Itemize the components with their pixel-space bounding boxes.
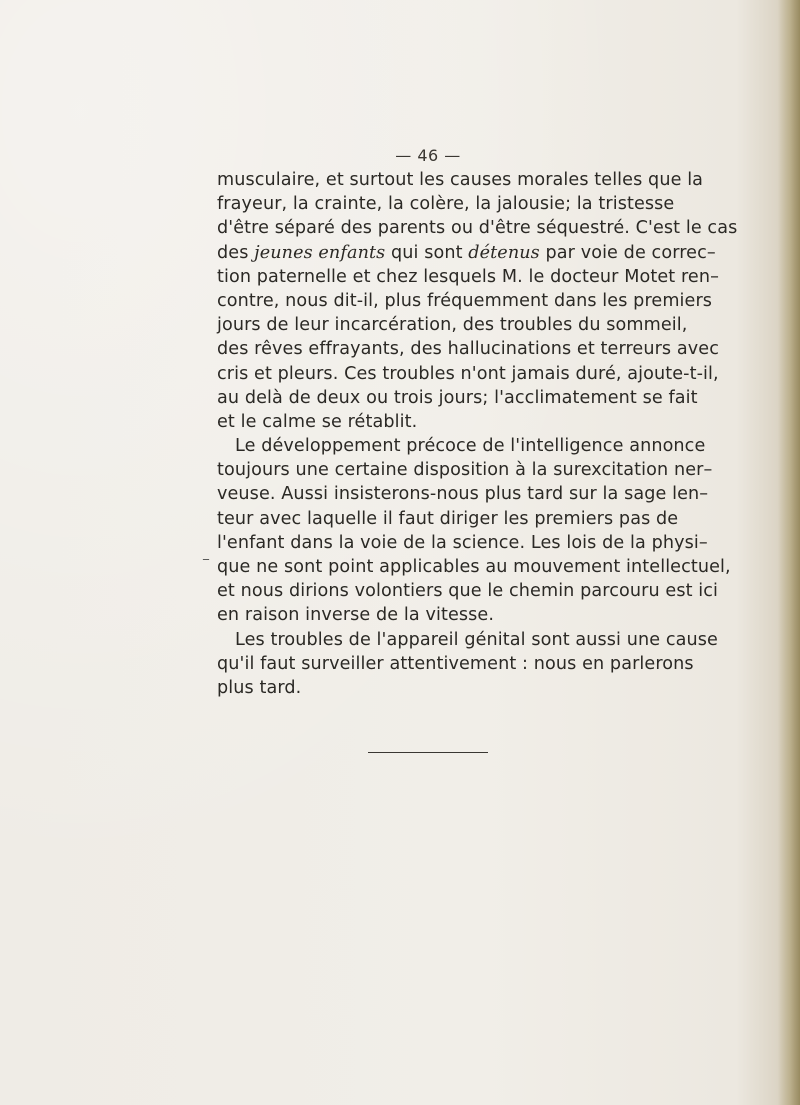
text-line: toujours une certaine disposition à la surexcitation ner– [217,460,713,481]
text-line: teur avec laquelle il faut diriger les premiers pas de [217,508,679,529]
text-line: jours de leur incarcération, des troubles du sommeil, [217,315,688,336]
text-line: musculaire, et surtout les causes morales telles que la [217,170,704,190]
text-line: qu'il faut surveiller attentivement : nous en parlerons [217,653,694,674]
stray-margin-mark: _ [203,546,209,560]
text-line: en raison inverse de la vitesse. [217,605,495,626]
text-line: d'être séparé des parents ou d'être séquestré. C'est le cas [217,218,738,239]
page-edge-shadow [778,0,800,1105]
text-line: l'enfant dans la voie de la science. Les lois de la physi– [217,532,708,553]
italic-phrase: détenus [468,242,540,263]
text-segment: qui sont [385,242,469,263]
text-line: et le calme se rétablit. [217,411,418,432]
text-line: plus tard. [217,677,302,698]
text-line: des rêves effrayants, des hallucinations et terreurs avec [217,339,719,360]
text-segment: par voie de correc– [539,242,716,263]
text-line: Les troubles de l'appareil génital sont aussi une cause [235,629,718,650]
text-line: que ne sont point applicables au mouvement intellectuel, [217,557,731,577]
text-line [217,241,716,265]
text-line: tion paternelle et chez lesquels M. le docteur Motet ren– [217,266,719,287]
text-line: veuse. Aussi insisterons-nous plus tard sur la sage len– [217,484,709,505]
text-segment: des [217,242,255,263]
body-text [217,168,738,700]
text-line: et nous dirions volontiers que le chemin parcouru est ici [217,581,719,602]
text-line: au delà de deux ou trois jours; l'acclimatement se fait [217,387,698,408]
text-line: Le développement précoce de l'intelligence annonce [235,436,706,457]
end-rule-divider [368,752,488,753]
text-line: cris et pleurs. Ces troubles n'ont jamais duré, ajoute-t-il, [217,363,719,384]
text-line: frayeur, la crainte, la colère, la jalousie; la tristesse [217,194,675,215]
page-number: — 46 — [395,146,461,165]
italic-phrase: jeunes enfants [254,242,386,263]
text-line: contre, nous dit-il, plus fréquemment dans les premiers [217,290,713,311]
